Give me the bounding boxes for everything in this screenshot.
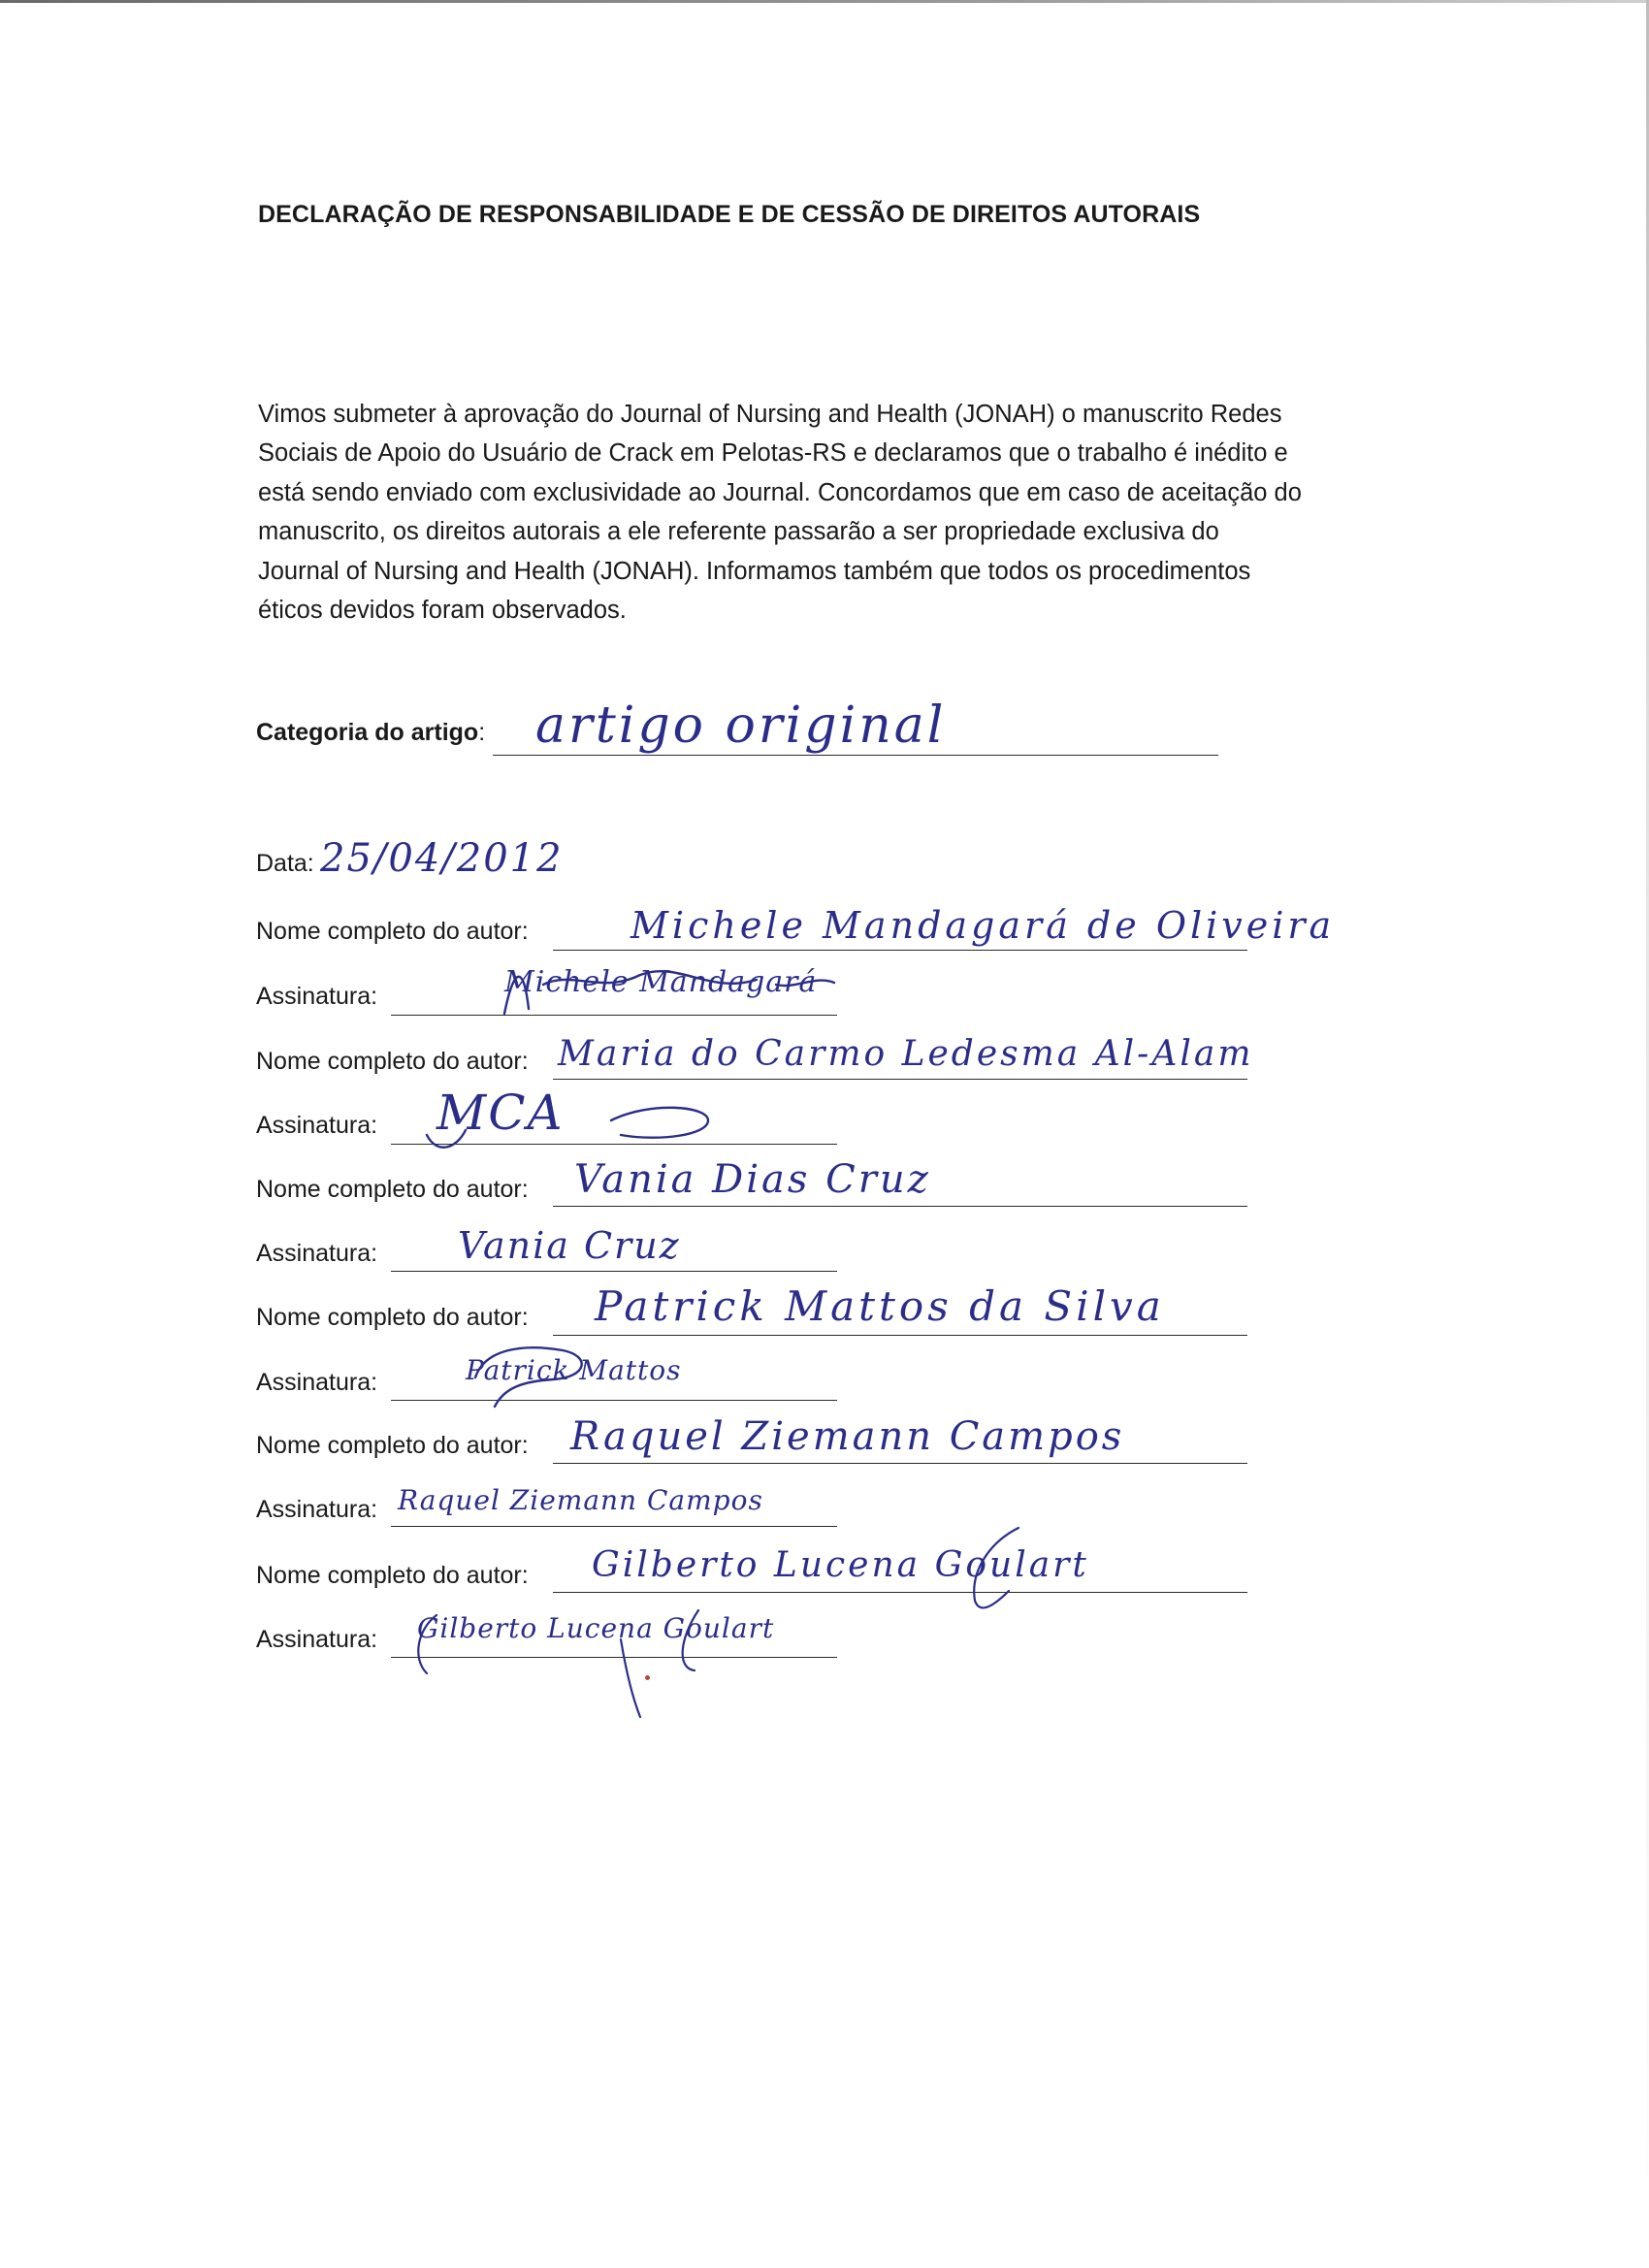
signature-label-row [256,1240,377,1268]
declaration-paragraph [258,395,1354,630]
author-line [553,1335,1247,1336]
author-label-row [256,918,529,946]
signature-flourish [407,1601,892,1727]
category-row [256,719,485,747]
author-name-handwritten: Vania Dias Cruz [574,1157,931,1202]
signature-flourish [417,1082,728,1159]
signature-flourish [466,1339,611,1416]
paragraph-line: manuscrito, os direitos autorais a ele referente passarão a ser propriedade exclusiva do [258,518,1219,546]
signature-handwritten: Vania Cruz [458,1224,681,1267]
signature-label-row [256,1496,377,1524]
author-label: Nome completo do autor: [256,1304,529,1331]
category-line [493,755,1218,756]
author-label: Nome completo do autor: [256,1432,529,1459]
author-name-handwritten: Maria do Carmo Ledesma Al-Alam [558,1034,1254,1074]
signature-label: Assinatura: [256,1369,378,1396]
paragraph-line: está sendo enviado com exclusividade ao Journal. Concordamos que em caso de aceitação do [258,478,1302,506]
signature-line [391,1271,837,1272]
signature-label: Assinatura: [256,983,378,1010]
signature-handwritten: MCA [436,1085,565,1141]
author-label-row [256,1176,529,1204]
author-label-row [256,1304,529,1332]
author-label: Nome completo do autor: [256,1562,529,1589]
signature-label-row [256,1112,377,1140]
author-label-row [256,1048,529,1076]
paragraph-line: éticos devidos foram observados. [258,597,627,625]
author-label: Nome completo do autor: [256,1048,529,1075]
signature-label-row [256,983,377,1011]
signature-label: Assinatura: [256,1626,378,1653]
author-label-row [256,1432,529,1460]
scan-edge-top [0,0,1649,3]
signature-label-row [256,1369,377,1397]
author-line [553,1463,1247,1464]
author-line [553,1079,1247,1080]
signature-label: Assinatura: [256,1240,378,1267]
author-name-handwritten: Gilberto Lucena Goulart [592,1545,1089,1585]
document-title: DECLARAÇÃO DE RESPONSABILIDADE E DE CESSÃO DE DIREITOS AUTORAIS [258,201,1201,228]
ink-dot [645,1675,650,1680]
signature-label-row [256,1626,377,1654]
date-row [256,850,314,878]
author-name-handwritten: Michele Mandagará de Oliveira [630,904,1336,947]
date-handwritten: 25/04/2012 [320,836,564,881]
category-label: Categoria do artigo [256,719,479,746]
author-label-row [256,1562,529,1590]
paragraph-line: Sociais de Apoio do Usuário de Crack em Pelotas-RS e declaramos que o trabalho é inédito e [258,439,1288,468]
date-label: Data: [256,850,314,877]
author-name-handwritten: Raquel Ziemann Campos [570,1414,1125,1459]
signature-flourish [485,956,854,1023]
author-line [553,950,1247,951]
signature-handwritten: Patrick Mattos [466,1354,682,1386]
paragraph-line: Journal of Nursing and Health (JONAH). Informamos também que todos os procedimentos [258,557,1251,585]
signature-line [391,1400,837,1401]
author-line [553,1206,1247,1207]
signature-label: Assinatura: [256,1496,378,1523]
signature-label: Assinatura: [256,1112,378,1139]
signature-handwritten: Raquel Ziemann Campos [398,1484,763,1516]
author-label: Nome completo do autor: [256,1176,529,1203]
signature-handwritten: Gilberto Lucena Goulart [417,1612,775,1644]
paragraph-line: Vimos submeter à aprovação do Journal of Nursing and Health (JONAH) o manuscrito Redes [258,401,1282,428]
author-label: Nome completo do autor: [256,918,529,945]
signature-handwritten: Michele Mandagará [504,965,818,999]
author-name-handwritten: Patrick Mattos da Silva [595,1282,1165,1330]
category-colon: : [478,719,486,746]
category-handwritten: artigo original [535,697,947,755]
